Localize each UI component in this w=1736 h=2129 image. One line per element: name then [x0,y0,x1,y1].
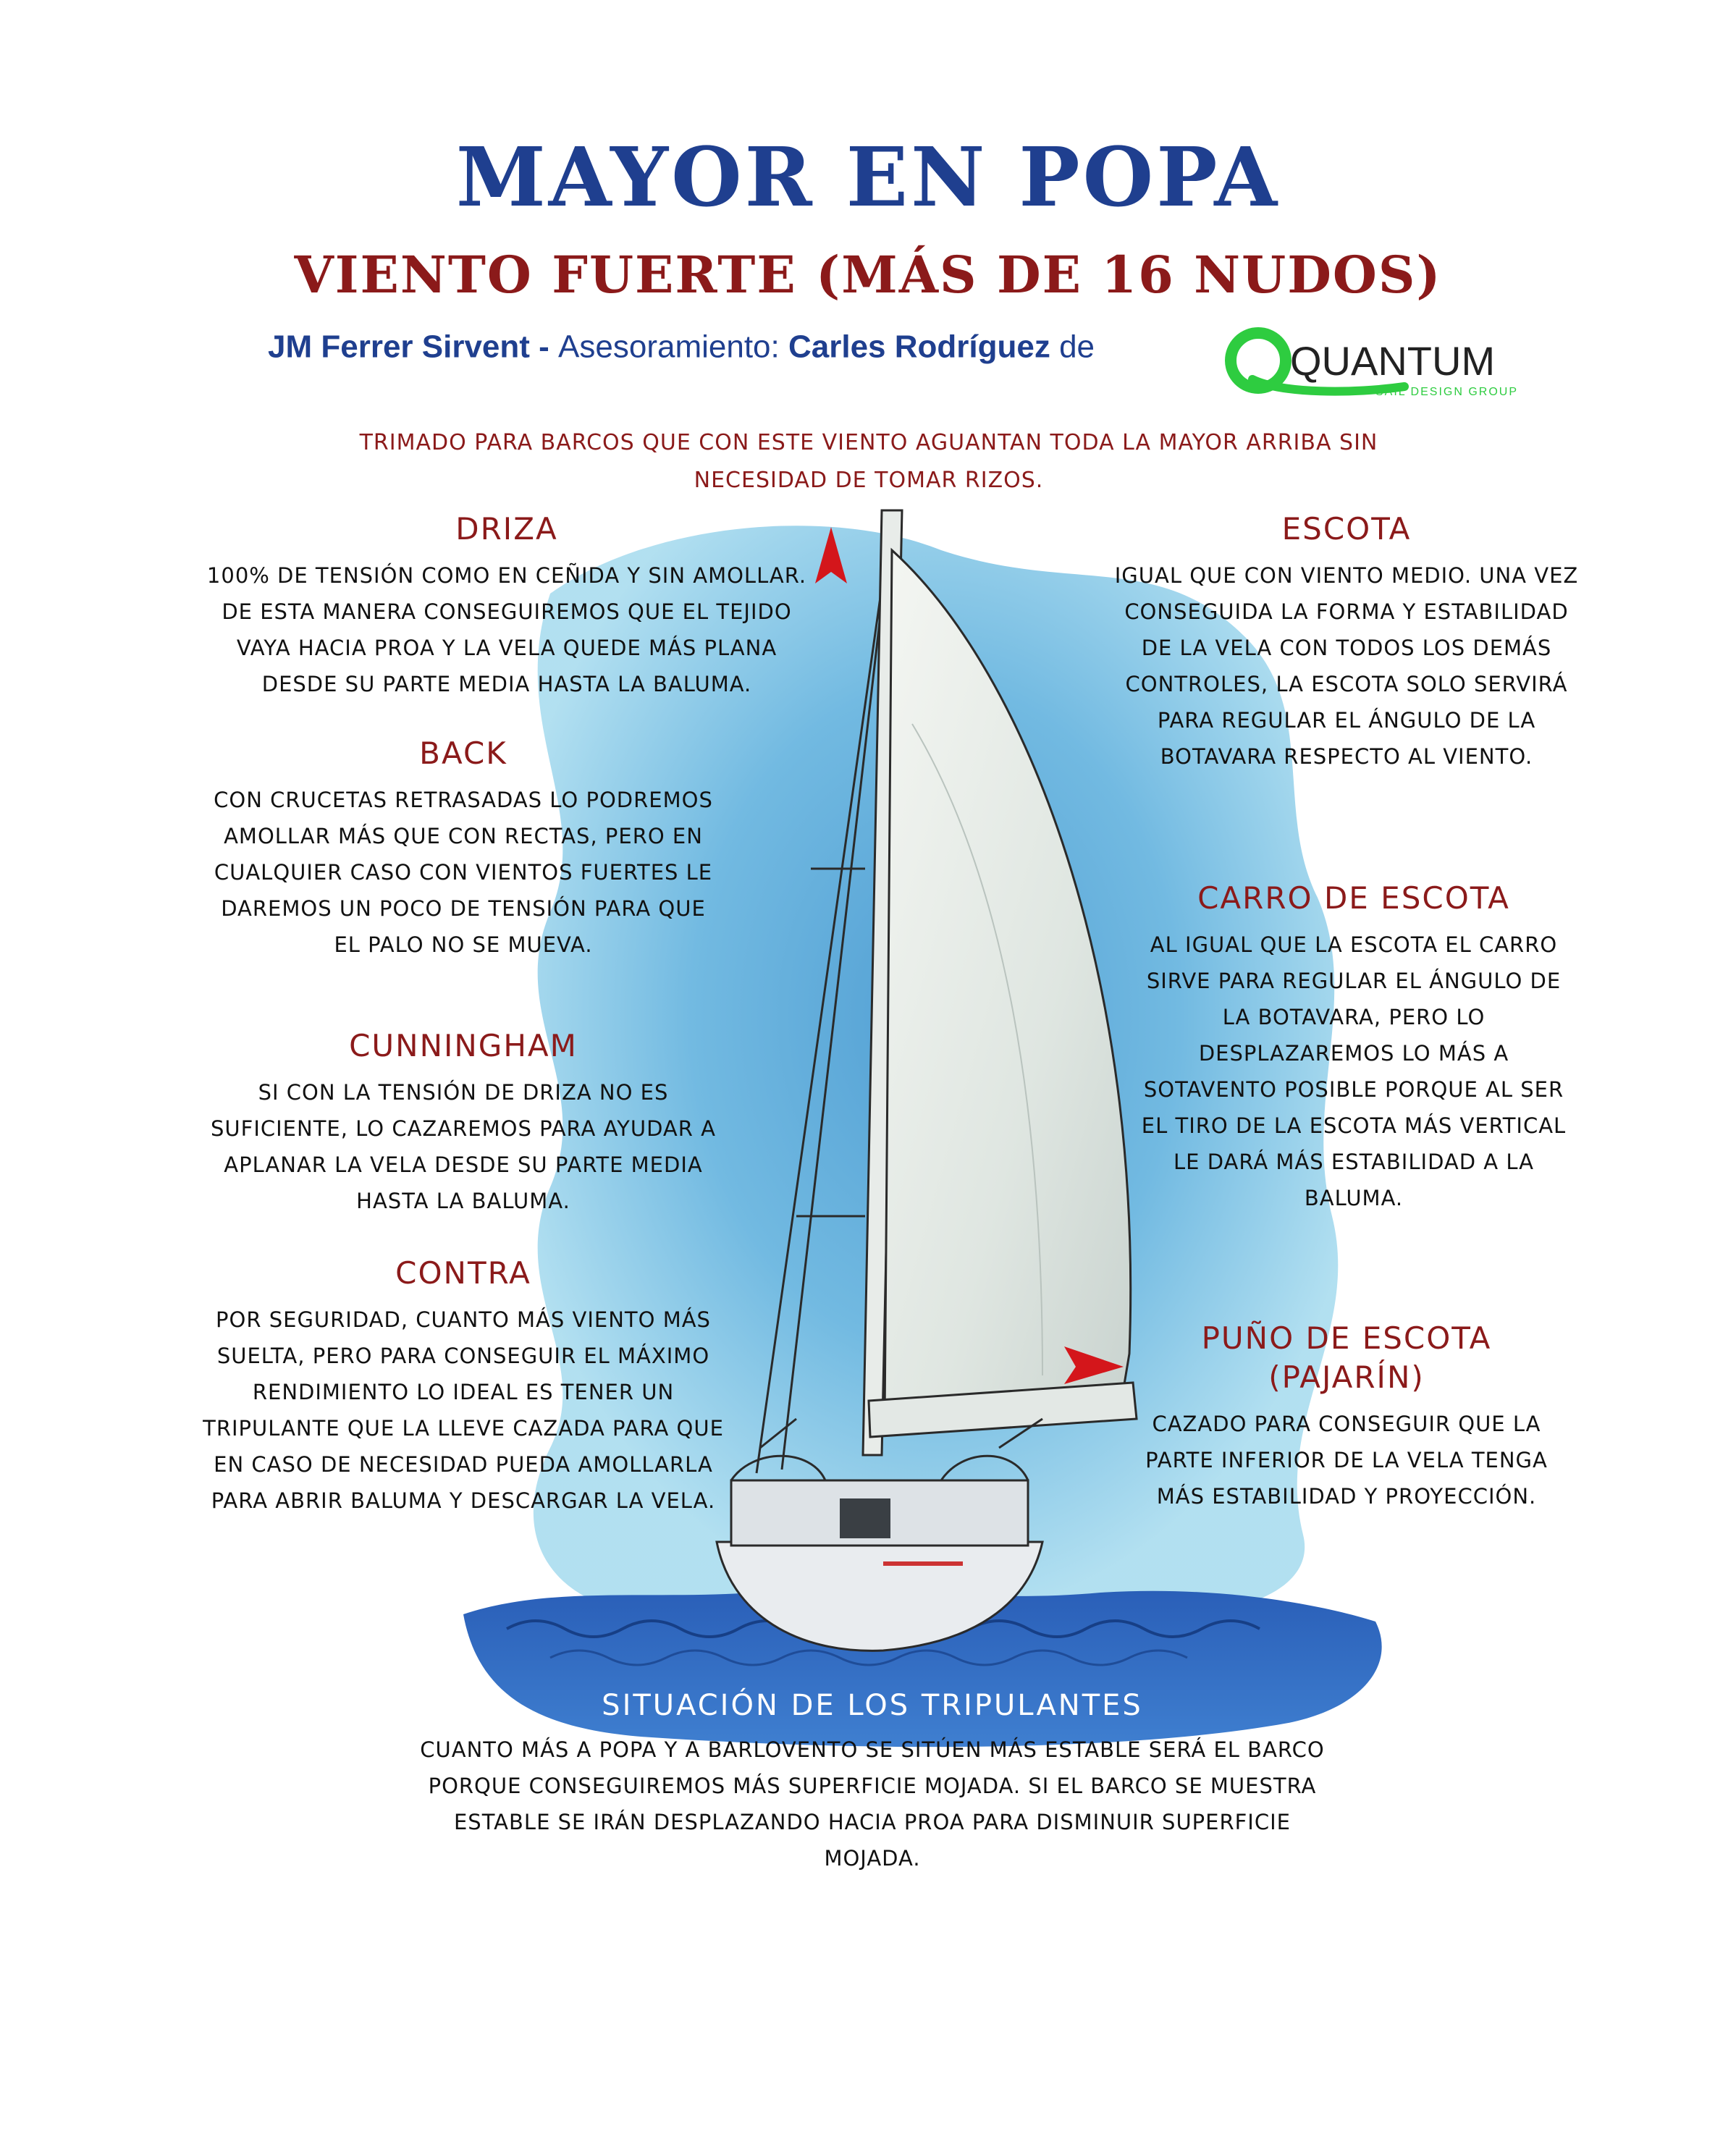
section-title: BACK [419,735,507,771]
author-name: JM Ferrer Sirvent [268,329,530,365]
page-subtitle: VIENTO FUERTE (MÁS DE 16 NUDOS) [294,245,1442,305]
quantum-logo [1223,323,1518,402]
section-situacion-tripulantes [405,1687,1339,1876]
credits-separator: - [529,329,559,365]
section-text: CUANTO MÁS A POPA Y A BARLOVENTO SE SITÚEN MÁS ESTABLE SERÁ EL BARCO PORQUE CONSEGUIREMOS MÁS SUPERFICIE MOJADA. SI EL BARCO SE MUESTRA ESTABLE SE IRÁN DESPLAZANDO HACIA PROA PARA DISMINUIR SUPERFICIE MOJADA. [420,1737,1325,1871]
section-puno-de-escota [1129,1320,1564,1514]
page-title: MAYOR EN POPA [455,130,1281,225]
section-title: CUNNINGHAM [349,1028,578,1063]
section-text: POR SEGURIDAD, CUANTO MÁS VIENTO MÁS SUELTA, PERO PARA CONSEGUIR EL MÁXIMO RENDIMIENTO LO IDEAL ES TENER UN TRIPULANTE QUE LA LLEVE CAZADA PARA QUE EN CASO DE NECESIDAD PUEDA AMOLLARLA PARA ABRIR BALUMA Y DESCARGAR LA VELA. [203,1307,724,1513]
section-contra [203,1255,724,1519]
section-title: PUÑO DE ESCOTA [1201,1320,1492,1356]
advice-label: Asesoramiento: [558,329,788,365]
section-text: 100% DE TENSIÓN COMO EN CEÑIDA Y SIN AMOLLAR. DE ESTA MANERA CONSEGUIREMOS QUE EL TEJIDO VAYA HACIA PROA Y LA VELA QUEDE MÁS PLANA DESDE SU PARTE MEDIA HASTA LA BALUMA. [206,563,807,696]
section-title: ESCOTA [1281,511,1412,547]
section-title: DRIZA [455,511,558,547]
intro-text: TRIMADO PARA BARCOS QUE CON ESTE VIENTO AGUANTAN TODA LA MAYOR ARRIBA SIN NECESIDAD DE TOMAR RIZOS. [359,430,1378,493]
section-title: CONTRA [395,1255,531,1291]
section-carro-de-escota [1129,880,1578,1216]
section-text: IGUAL QUE CON VIENTO MEDIO. UNA VEZ CONSEGUIDA LA FORMA Y ESTABILIDAD DE LA VELA CON TODOS LOS DEMÁS CONTROLES, LA ESCOTA SOLO SERVIRÁ PARA REGULAR EL ÁNGULO DE LA BOTAVARA RESPECTO AL VIENTO. [1114,563,1579,769]
section-text: CAZADO PARA CONSEGUIR QUE LA PARTE INFERIOR DE LA VELA TENGA MÁS ESTABILIDAD Y PROYECCIÓN. [1145,1412,1548,1509]
section-cunningham [210,1028,717,1219]
credits-line [268,327,1518,407]
advisor-name: Carles Rodríguez [788,329,1050,365]
section-text: AL IGUAL QUE LA ESCOTA EL CARRO SIRVE PARA REGULAR EL ÁNGULO DE LA BOTAVARA, PERO LO DESPLAZAREMOS LO MÁS A SOTAVENTO POSIBLE PORQUE AL SER EL TIRO DE LA ESCOTA MÁS VERTICAL LE DARÁ MÁS ESTABILIDAD A LA BALUMA. [1141,932,1567,1210]
section-title-secondary: (PAJARÍN) [1268,1359,1425,1395]
section-back [210,735,717,963]
section-title: CARRO DE ESCOTA [1197,880,1510,916]
section-driza [195,511,818,702]
section-escota [1108,511,1585,775]
credits-connector: de [1050,329,1095,365]
section-text: SI CON LA TENSIÓN DE DRIZA NO ES SUFICIENTE, LO CAZAREMOS PARA AYUDAR A APLANAR LA VELA DESDE SU PARTE MEDIA HASTA LA BALUMA. [211,1080,716,1213]
section-title: SITUACIÓN DE LOS TRIPULANTES [602,1689,1143,1722]
logo-wordmark: QUANTUM [1290,338,1496,384]
section-text: CON CRUCETAS RETRASADAS LO PODREMOS AMOLLAR MÁS QUE CON RECTAS, PERO EN CUALQUIER CASO CON VIENTOS FUERTES LE DAREMOS UN POCO DE TENSIÓN PARA QUE EL PALO NO SE MUEVA. [214,788,713,957]
logo-tagline: SAIL DESIGN GROUP [1375,386,1518,398]
